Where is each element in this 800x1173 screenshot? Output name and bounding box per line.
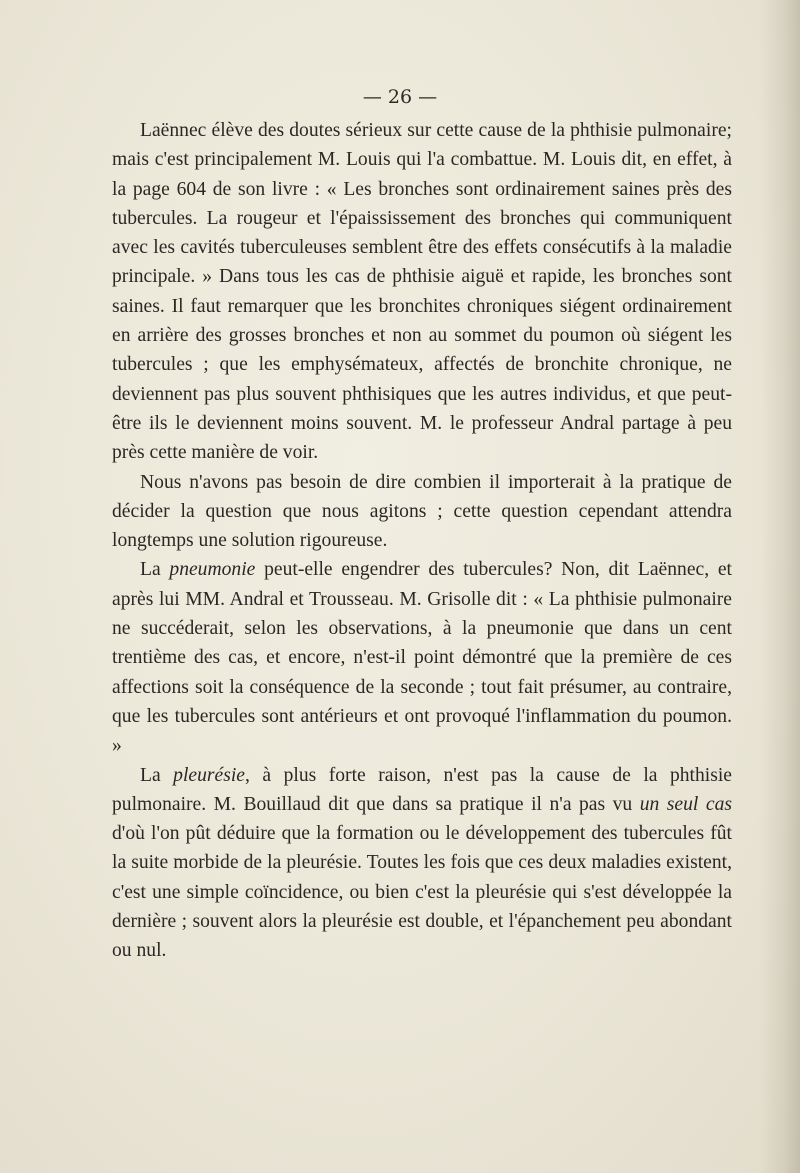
paragraph-4-rest: d'où l'on pût déduire que la formation ou le développement des tubercules fût la suite morbide de la pleurésie. Toutes les fois que ces deux maladies existent, c'est une simple coïncidence, ou bien c'est la pleurésie qui s'est développée la dernière ; souvent alors la pleurésie est double, et l'épanchement peu abondant ou nul. bbox=[112, 823, 732, 962]
paragraph-2-text: Nous n'avons pas besoin de dire combien il importerait à la pratique de décider la question que nous agitons ; cette question cependant attendra longtemps une solution rigoureuse. bbox=[112, 471, 732, 552]
paragraph-4-italic-phrase: un seul cas bbox=[639, 793, 732, 815]
paragraph-3 bbox=[112, 555, 732, 760]
paragraph-2 bbox=[112, 468, 732, 556]
page-edge-shadow bbox=[760, 0, 800, 1173]
paragraph-4-lead: La bbox=[140, 764, 174, 786]
paragraph-1-text: Laënnec élève des doutes sérieux sur cette cause de la phthisie pulmonaire; mais c'est principalement M. Louis qui l'a combattue. M. Louis dit, en effet, à la page 604 de son livre : « Les bronches sont ordinairement saines près des tubercules. La rougeur et l'épaississement des bronches qui communiquent avec les cavités tuberculeuses semblent être des effets consécutifs à la maladie principale. » Dans tous les cas de phthisie aiguë et rapide, les bronches sont saines. Il faut remarquer que les bronchites chroniques siégent ordinairement en arrière des grosses bronches et non au sommet du poumon où siégent les tubercules ; que les emphysémateux, affectés de bronchite chronique, ne deviennent pas plus souvent phthisiques que les autres individus, et que peut-être ils le deviennent moins souvent. M. le professeur Andral partage à peu près cette manière de voir. bbox=[112, 120, 732, 464]
paragraph-3-rest: peut-elle engendrer des tubercules? Non, dit Laënnec, et après lui MM. Andral et Trousseau. M. Grisolle dit : « La phthisie pulmonaire ne succéderait, selon les observations, à la pneumonie que dans un cent trentième des cas, et encore, n'est-il point démontré que la première de ces affections soit la conséquence de la seconde ; tout fait présumer, au contraire, que les tubercules sont antérieurs et ont provoqué l'inflammation du poumon. » bbox=[112, 559, 732, 757]
paragraph-4-mid: , à plus forte raison, n'est pas la cause de la phthisie pulmonaire. M. Bouillaud dit que dans sa pratique il n'a pas vu bbox=[112, 764, 732, 815]
body-text bbox=[112, 116, 732, 966]
paragraph-4 bbox=[112, 761, 732, 966]
paragraph-3-italic-term: pneumonie bbox=[169, 559, 256, 581]
paragraph-1 bbox=[112, 116, 732, 468]
paragraph-4-italic-term: pleurésie bbox=[173, 764, 245, 786]
page-number: — 26 — bbox=[362, 86, 438, 108]
paragraph-3-lead: La bbox=[140, 559, 170, 581]
